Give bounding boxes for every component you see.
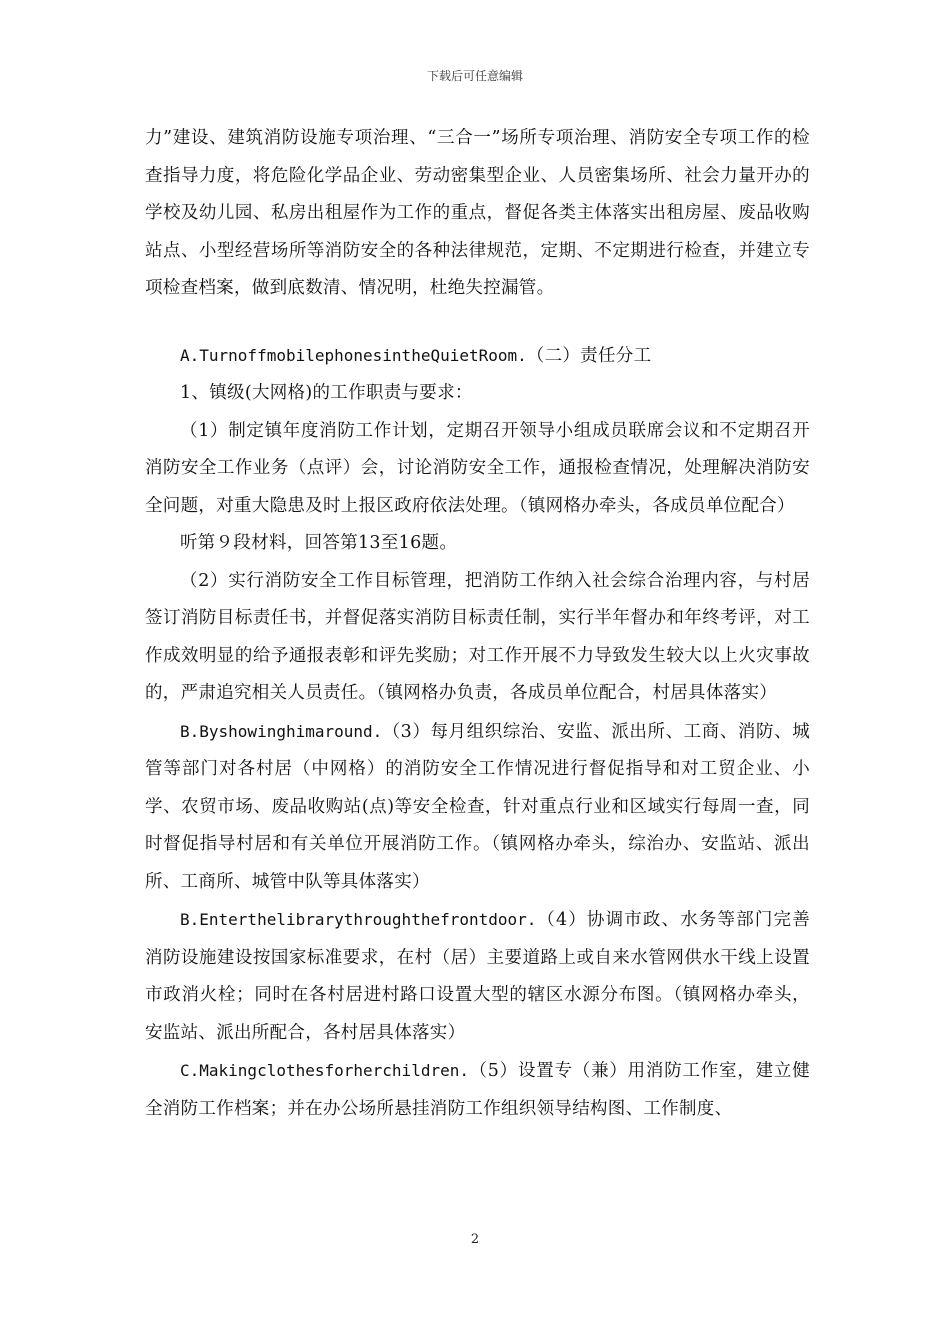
paragraph-6: （2）实行消防安全工作目标管理，把消防工作纳入社会综合治理内容，与村居签订消防目标责任书，并督促落实消防目标责任制，实行半年督办和年终考评，对工作成效明显的给予通报表彰和评先奖励；对工作开展不力导致发生较大以上火灾事故的，严肃追究相关人员责任。（镇网格办负责，各成员单位配合，村居具体落实）: [145, 570, 810, 703]
document-body: [145, 120, 810, 1128]
paragraph-gap: [145, 308, 810, 337]
page-header: 下载后可任意编辑: [426, 69, 523, 83]
paragraph-1: 力”建设、建筑消防设施专项治理、“三合一”场所专项治理、消防安全专项工作的检查指导力度，将危险化学品企业、劳动密集型企业、人员密集场所、社会力量开办的学校及幼儿园、私房出租屋作为工作的重点，督促各类主体落实出租房屋、废品收购站点、小型经营场所等消防安全的各种法律规范，定期、不定期进行检查，并建立专项检查档案，做到底数清、情况明，杜绝失控漏管。: [145, 128, 810, 298]
paragraph-2: [145, 337, 810, 376]
page-number: 2: [470, 1232, 480, 1247]
english-prefix: C.Makingclothesforherchildren.: [180, 1061, 469, 1080]
paragraph-text: （二）责任分工: [526, 345, 652, 366]
paragraph-5: 听第９段材料，回答第13至16题。: [180, 533, 458, 553]
paragraph-text: （4）协调市政、水务等部门完善消防设施建设按国家标准要求，在村（居）主要道路上或自来水管网供水干线上设置市政消火栓；同时在各村居进村路口设置大型的辖区水源分布图。（镇网格办牵头，安监站、派出所配合，各村居具体落实）: [145, 910, 810, 1043]
paragraph-3: 1、镇级(大网格)的工作职责与要求：: [180, 383, 473, 403]
paragraph-text: （3）每月组织综治、安监、派出所、工商、消防、城管等部门对各村居（中网格）的消防安全工作情况进行督促指导和对工贸企业、小学、农贸市场、废品收购站(点)等安全检查，针对重点行业和区域实行每周一查，同时督促指导村居和有关单位开展消防工作。（镇网格办牵头，综治办、安监站、派出所、工商所、城管中队等具体落实）: [145, 721, 810, 892]
paragraph-7: [145, 713, 810, 902]
english-prefix: A.TurnoffmobilephonesintheQuietRoom.: [180, 345, 527, 365]
paragraph-text: （5）设置专（兼）用消防工作室，建立健全消防工作档案；并在办公场所悬挂消防工作组织领导结构图、工作制度、: [145, 1061, 810, 1119]
english-prefix: B.Enterthelibrarythroughthefrontdoor.: [180, 910, 537, 929]
paragraph-9: [145, 1052, 810, 1128]
paragraph-8: [145, 901, 810, 1052]
paragraph-4: （1）制定镇年度消防工作计划，定期召开领导小组成员联席会议和不定期召开消防安全工作业务（点评）会，讨论消防安全工作，通报检查情况，处理解决消防安全问题，对重大隐患及时上报区政府依法处理。（镇网格办牵头，各成员单位配合）: [145, 420, 810, 516]
english-prefix: B.Byshowinghimaround.: [180, 721, 383, 741]
